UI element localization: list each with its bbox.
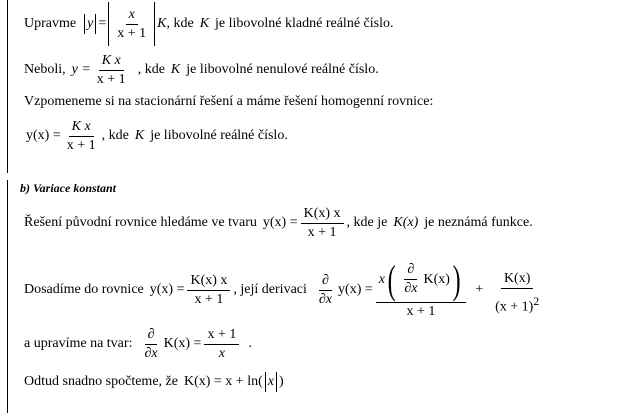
abs-fraction xyxy=(108,2,155,46)
fraction: $\frac{K(x) x}{x + 1}$ xyxy=(301,205,344,242)
section-b-line-4: Odtud snadno spočteme, že K(x) = x + ln( x ) xyxy=(24,370,284,394)
section-a-line-3: Vzpomeneme si na stacionární řešení a máme řešení homogenní rovnice: xyxy=(24,94,434,109)
big-fraction: x ( $\frac{\partial}{\partial x}$ K(x) ) x + 1 xyxy=(376,260,466,321)
section-a-line-2: Neboli, y = $\frac{\text{K x}}{x + 1}$ , kde K je libovolné nenulové reálné číslo. xyxy=(24,52,379,87)
section-b-heading: b) Variace konstant xyxy=(20,180,117,195)
derivative-operator: $\frac{\partial}{\partial x}$ xyxy=(318,272,333,307)
fraction: $\frac{\text{K x}}{x + 1}$ xyxy=(66,118,96,153)
fraction: $\frac{K(x) x}{x + 1}$ xyxy=(187,272,230,309)
derivative-operator: $\frac{\partial}{\partial x}$ xyxy=(144,326,158,361)
section-b-line-3: a upravíme na tvar: $\frac{\partial}{\partial x}$ K(x) = $\frac{x + 1}{x}$ . xyxy=(24,326,252,361)
section-b-line-2: Dosadíme do rovnice y(x) = $\frac{K(x) x}{x + 1}$ , její derivaci $\frac{\partial}{\partial x}$ y(x) = x ( $\frac{\partial}{\partial x}$ K(x) ) x + 1 + $\frac{K(x)}{(x + 1)^2}$ xyxy=(24,250,545,330)
fraction: $\frac{x + 1}{x}$ xyxy=(204,326,239,363)
k-fraction: $\frac{K(x)}{(x + 1)^2}$ xyxy=(495,270,540,315)
fraction: $\frac{x}{x + 1}$ xyxy=(117,6,147,41)
section-b-line-1: Řešení původní rovnice hledáme ve tvaru y(x) = $\frac{K(x) x}{x + 1}$ , kde je K(x) je neznámá funkce. xyxy=(24,205,533,240)
lead-text: Upravme xyxy=(24,16,77,31)
fraction: $\frac{\text{K x}}{x + 1}$ xyxy=(96,52,126,87)
inner-derivative: $\frac{\partial}{\partial x}$ xyxy=(404,262,418,296)
abs-y: y xyxy=(84,14,96,34)
abs-x: x xyxy=(265,372,277,392)
section-a-line-4: y(x) = $\frac{\text{K x}}{x + 1}$ , kde K je libovolné reálné číslo. xyxy=(26,118,288,153)
section-a-bracket xyxy=(7,0,8,173)
section-b-bracket xyxy=(7,180,8,413)
section-a-line-1: Upravme y = $\frac{x}{x + 1}$ K , kde K je libovolné kladné reálné číslo. xyxy=(24,2,393,46)
